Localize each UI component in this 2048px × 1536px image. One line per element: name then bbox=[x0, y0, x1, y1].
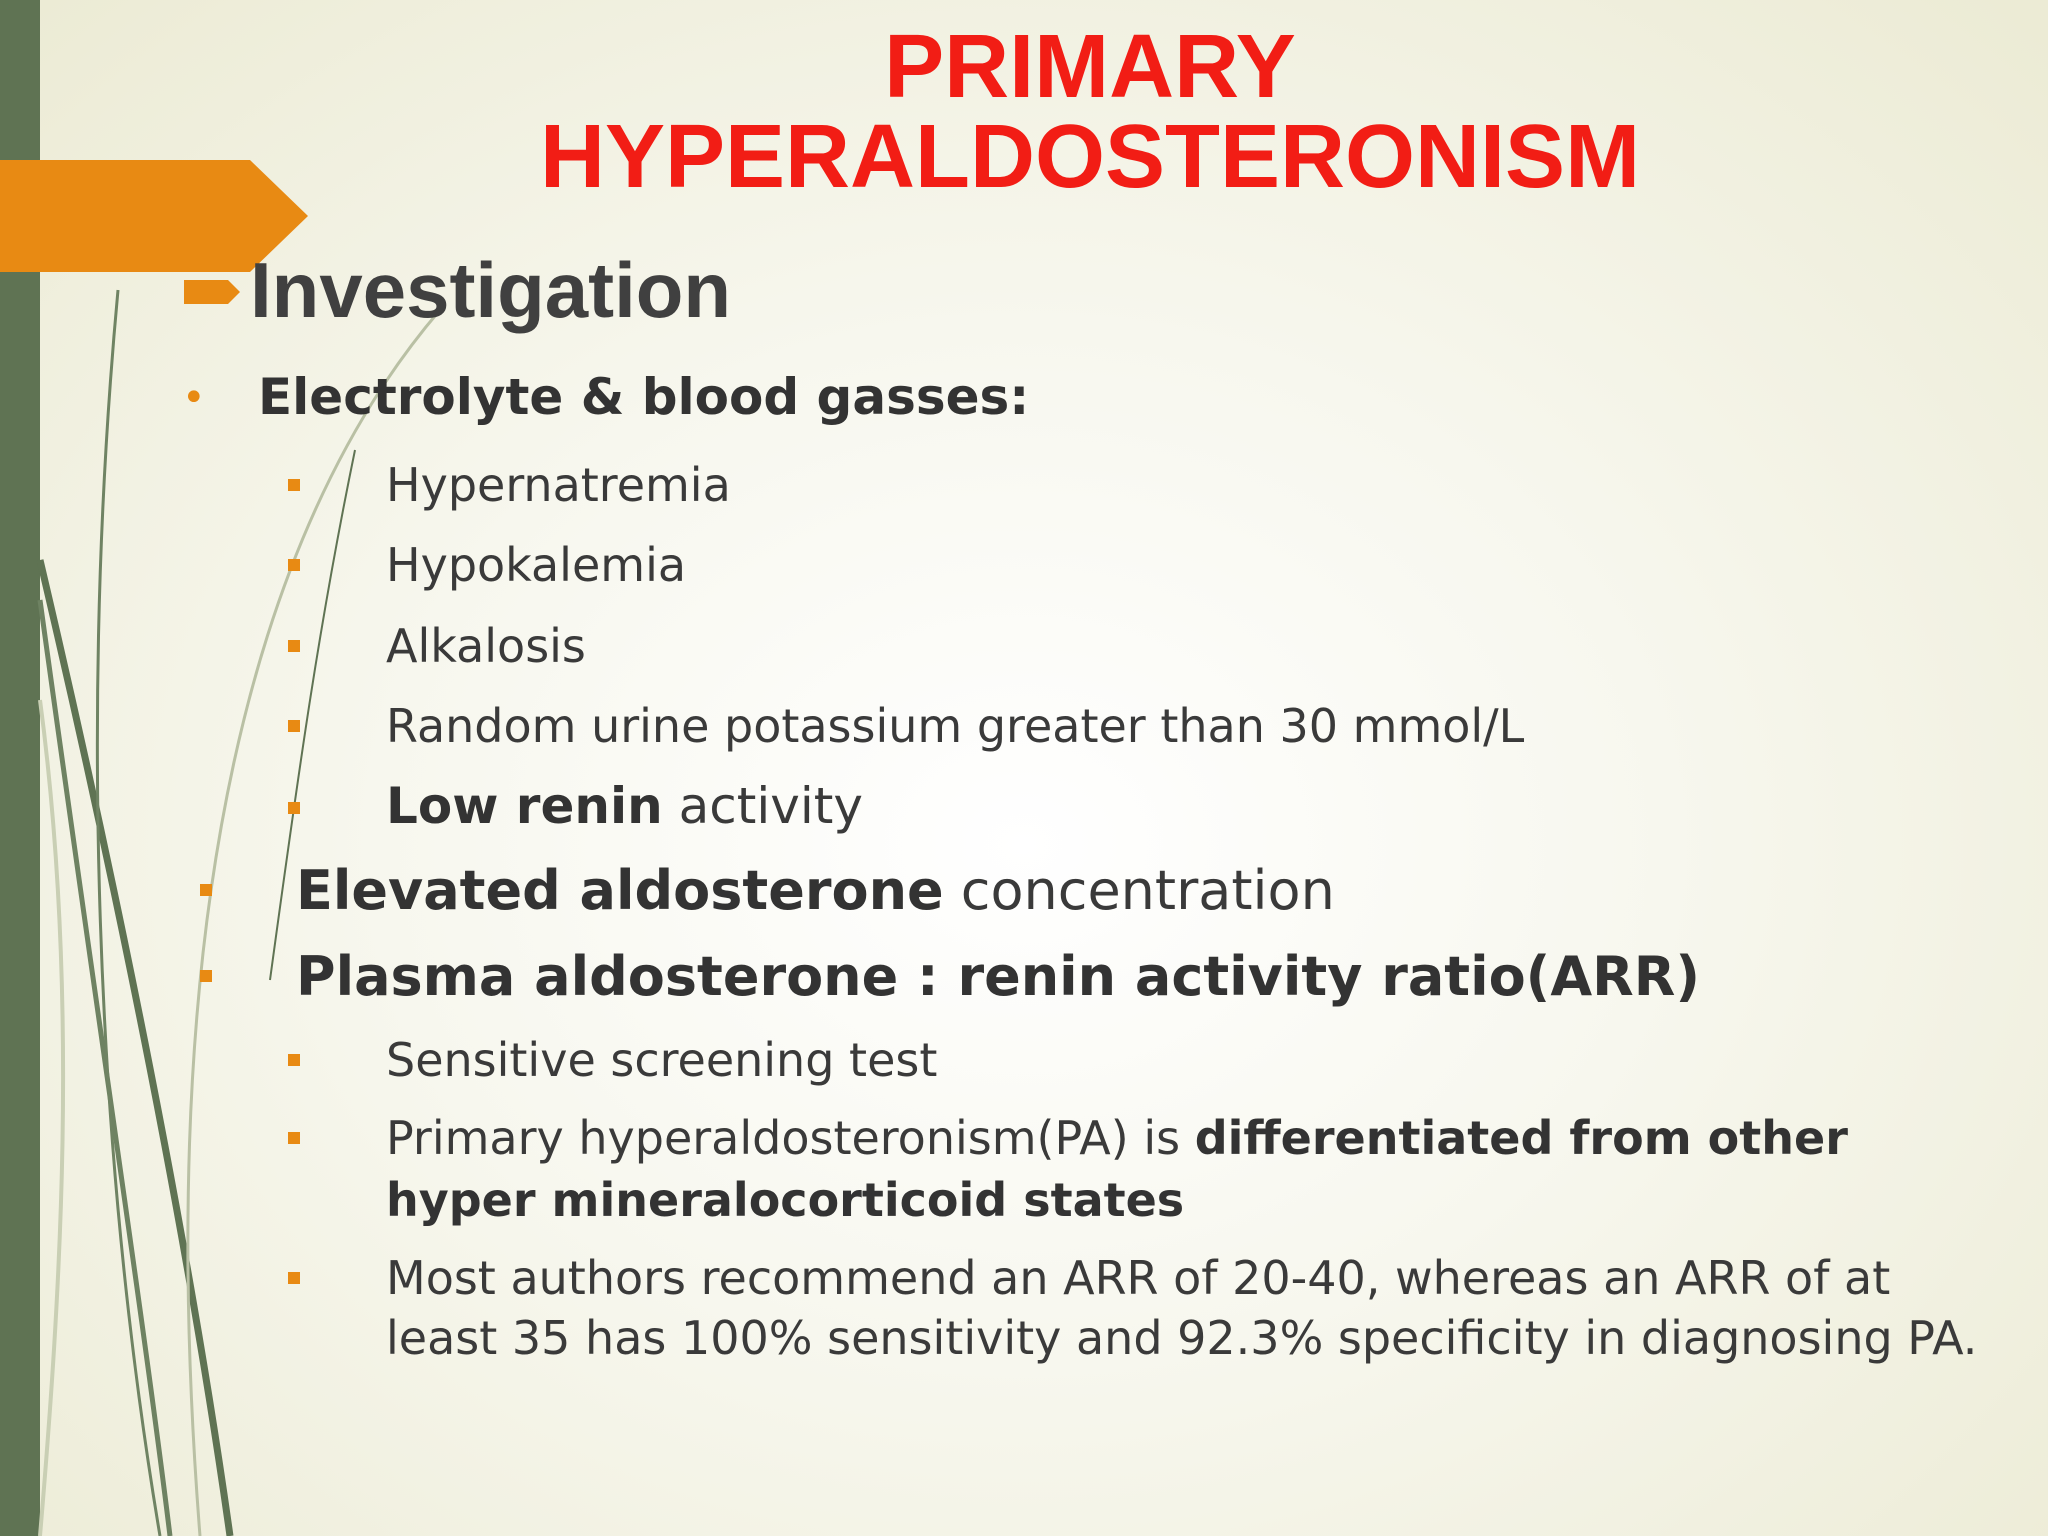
square-bullet-icon bbox=[288, 1272, 300, 1284]
title-line-2: HYPERALDOSTERONISM bbox=[539, 107, 1641, 207]
sub-item-text: Hypokalemia bbox=[386, 538, 687, 592]
square-bullet-icon bbox=[288, 802, 300, 814]
differentiated-bold-1: differentiated from other bbox=[1194, 1111, 1848, 1165]
title-line-1: PRIMARY bbox=[884, 17, 1296, 117]
square-bullet-icon bbox=[288, 1054, 300, 1066]
square-bullet-icon bbox=[200, 884, 212, 896]
slide-title bbox=[440, 17, 1740, 207]
square-bullet-icon bbox=[288, 720, 300, 732]
round-bullet-icon: • bbox=[182, 375, 206, 421]
sub-item-text: Hypernatremia bbox=[386, 458, 731, 512]
sub-item-text: Random urine potassium greater than 30 mmol/L bbox=[386, 699, 1525, 753]
section-heading: Investigation bbox=[250, 246, 732, 334]
square-bullet-icon bbox=[288, 479, 300, 491]
electrolytes-label: Electrolyte & blood gasses: bbox=[258, 368, 1030, 426]
low-renin-bold: Low renin bbox=[386, 777, 663, 835]
differentiated-normal: Primary hyperaldosteronism(PA) is bbox=[386, 1111, 1195, 1165]
arr-label: Plasma aldosterone : renin activity ratio(ARR) bbox=[296, 945, 1700, 1008]
sub-item-text: Sensitive screening test bbox=[386, 1033, 938, 1087]
heading-arrow-icon bbox=[184, 280, 240, 304]
elevated-aldosterone-rest: concentration bbox=[943, 859, 1335, 922]
arr-values-line-1: Most authors recommend an ARR of 20-40, whereas an ARR of at bbox=[386, 1251, 1891, 1305]
differentiated-bold-2: hyper mineralocorticoid states bbox=[386, 1173, 1185, 1227]
square-bullet-icon bbox=[288, 559, 300, 571]
arr-values-line-2: least 35 has 100% sensitivity and 92.3% specificity in diagnosing PA. bbox=[386, 1311, 1978, 1365]
low-renin-rest: activity bbox=[662, 777, 863, 835]
square-bullet-icon bbox=[200, 970, 212, 982]
square-bullet-icon bbox=[288, 1132, 300, 1144]
elevated-aldosterone-bold: Elevated aldosterone bbox=[296, 859, 944, 922]
sub-item-text: Alkalosis bbox=[386, 619, 586, 673]
square-bullet-icon bbox=[288, 640, 300, 652]
